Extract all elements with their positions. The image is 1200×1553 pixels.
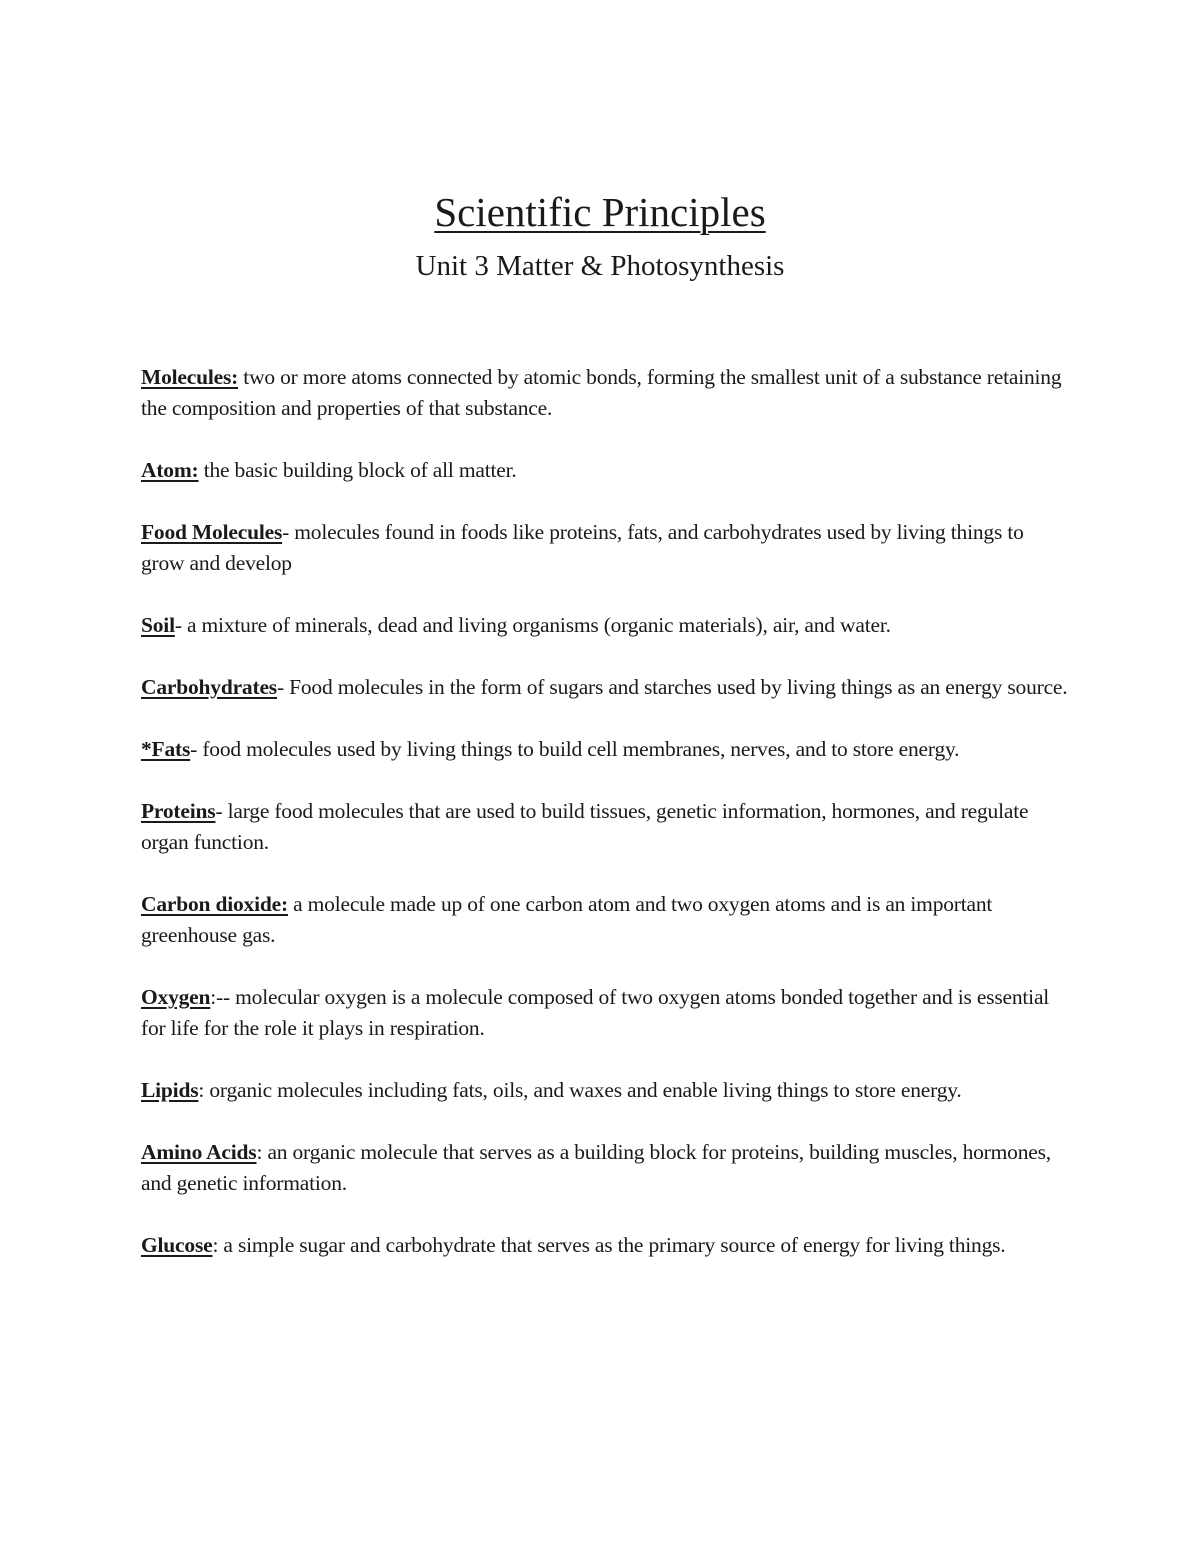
definition-text: the basic building block of all matter. [203, 458, 517, 482]
definition-term: Lipids [141, 1078, 199, 1102]
definition-text: a molecule made up of one carbon atom and two oxygen atoms and is an important greenhouse gas. [141, 892, 993, 947]
definition-separator: - [282, 520, 295, 544]
definition-separator: - [276, 675, 290, 699]
definition-term: Proteins [141, 799, 216, 823]
definition-separator: : [256, 1140, 268, 1164]
definition-separator: - [174, 613, 187, 637]
definition-term: Food Molecules [141, 520, 283, 544]
definition-separator: : [198, 1078, 210, 1102]
definition-text: molecular oxygen is a molecule composed of two oxygen atoms bonded together and is essential for life for the role it plays in respiration. [141, 985, 1050, 1040]
definition-text: Food molecules in the form of sugars and starches used by living things as an energy source. [289, 675, 1068, 699]
definition-text: a simple sugar and carbohydrate that serves as the primary source of energy for living things. [223, 1233, 1006, 1257]
definition-lipids [141, 1075, 1071, 1106]
definition-glucose [141, 1230, 1071, 1261]
definition-atom [141, 455, 1071, 486]
page-subtitle: Unit 3 Matter & Photosynthesis [415, 250, 785, 282]
definition-text: two or more atoms connected by atomic bonds, forming the smallest unit of a substance retaining the composition and properties of that substance. [141, 365, 1062, 420]
definition-amino-acids [141, 1137, 1071, 1199]
definition-term: Molecules: [141, 365, 239, 389]
definition-text: molecules found in foods like proteins, fats, and carbohydrates used by living things to grow and develop [141, 520, 1024, 575]
definition-soil [141, 610, 1071, 641]
definition-term: Atom: [141, 458, 199, 482]
definition-molecules [141, 362, 1071, 424]
definition-text: food molecules used by living things to build cell membranes, nerves, and to store energy. [202, 737, 960, 761]
definition-proteins [141, 796, 1071, 858]
definition-carbon-dioxide [141, 889, 1071, 951]
definition-term: *Fats [141, 737, 191, 761]
definition-text: large food molecules that are used to build tissues, genetic information, hormones, and regulate organ function. [141, 799, 1029, 854]
definition-text: an organic molecule that serves as a building block for proteins, building muscles, hormones, and genetic information. [141, 1140, 1051, 1195]
definition-term: Amino Acids [141, 1140, 257, 1164]
definition-separator: - [190, 737, 203, 761]
definition-text: organic molecules including fats, oils, and waxes and enable living things to store energy. [209, 1078, 962, 1102]
definition-term: Carbon dioxide: [141, 892, 288, 916]
definition-fats [141, 734, 1071, 765]
definition-separator: - [215, 799, 228, 823]
page-title: Scientific Principles [434, 189, 766, 235]
definition-separator: :-- [210, 985, 236, 1009]
definition-list [141, 362, 1071, 1292]
definition-separator: : [212, 1233, 224, 1257]
definition-carbohydrates [141, 672, 1071, 703]
definition-term: Soil [141, 613, 175, 637]
definition-text: a mixture of minerals, dead and living organisms (organic materials), air, and water. [187, 613, 891, 637]
definition-term: Glucose [141, 1233, 213, 1257]
definition-term: Carbohydrates [141, 675, 277, 699]
definition-term: Oxygen [141, 985, 211, 1009]
definition-oxygen [141, 982, 1071, 1044]
definition-food-molecules [141, 517, 1071, 579]
